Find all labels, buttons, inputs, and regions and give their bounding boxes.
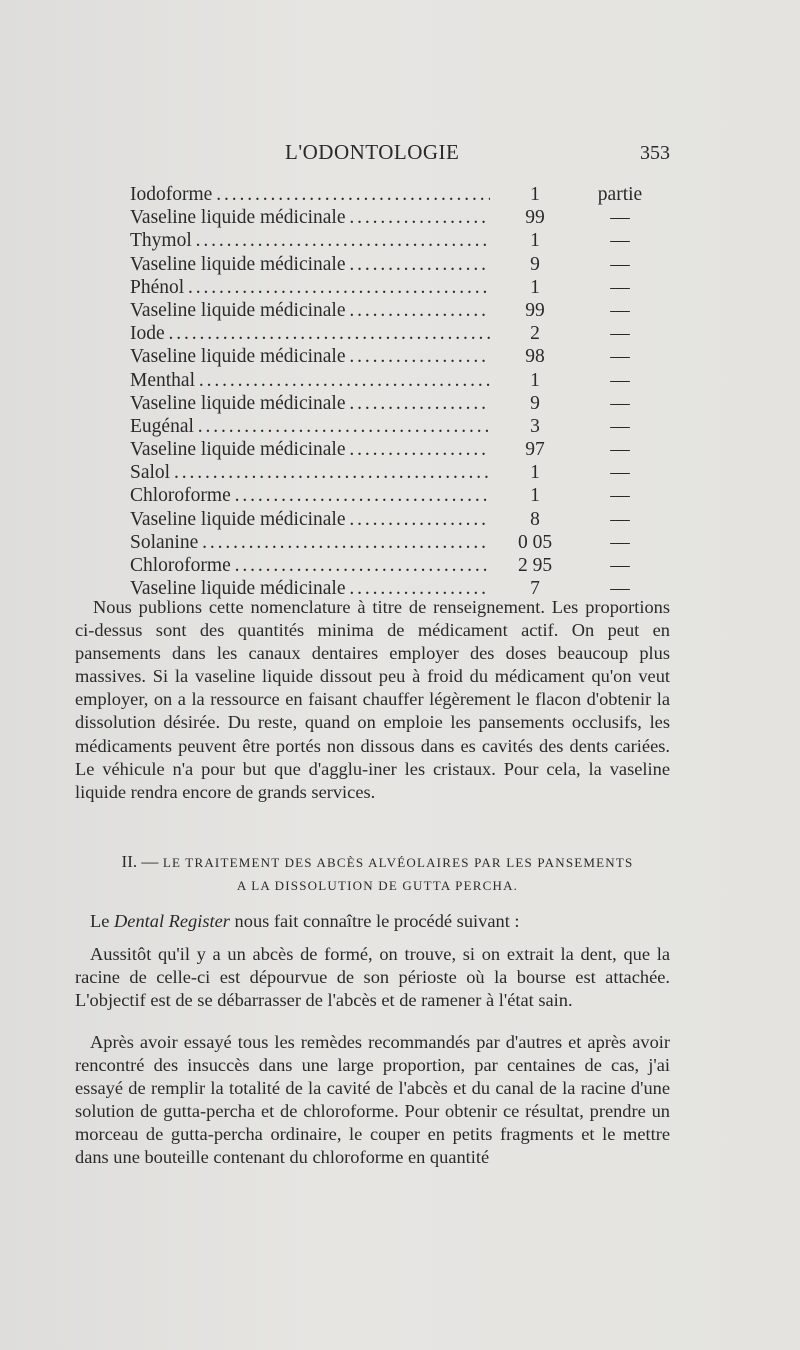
ingredient-unit: — bbox=[610, 392, 630, 414]
ingredient-quantity: 97 bbox=[525, 439, 545, 461]
formula-row bbox=[130, 206, 650, 229]
intro-text-before: Le bbox=[90, 911, 114, 931]
paragraph-abscess: Aussitôt qu'il y a un abcès de formé, on trouve, si on extrait la dent, que la racine de celle-ci est dépourvue de son périoste où la bourse est attachée. L'objectif est de se débarrasser de l'abcès et de ramener à l'état sain. bbox=[75, 944, 670, 1011]
ingredient-unit: — bbox=[610, 485, 630, 507]
paragraph-source-intro bbox=[75, 910, 670, 933]
ingredient-unit: — bbox=[610, 508, 630, 530]
ingredient-unit: partie bbox=[597, 184, 643, 205]
formula-row bbox=[130, 531, 650, 554]
formula-row bbox=[130, 392, 650, 415]
section-heading-line-2: A LA DISSOLUTION DE GUTTA PERCHA. bbox=[236, 878, 519, 893]
ingredient-unit: — bbox=[610, 578, 630, 600]
ingredient-unit: — bbox=[610, 439, 630, 461]
formula-row bbox=[130, 183, 650, 206]
ingredient-quantity: 98 bbox=[525, 346, 545, 368]
ingredient-name: Iode . . . bbox=[130, 322, 490, 345]
ingredient-name: Thymol . . . bbox=[130, 229, 490, 252]
formula-row bbox=[130, 484, 650, 507]
ingredient-quantity: 7 bbox=[530, 578, 540, 600]
ingredient-quantity: 9 bbox=[530, 392, 540, 414]
formula-row bbox=[130, 508, 650, 531]
formula-row bbox=[130, 276, 650, 299]
ingredient-unit: — bbox=[610, 531, 630, 553]
formula-row bbox=[130, 461, 650, 484]
ingredient-quantity: 1 bbox=[530, 230, 540, 252]
ingredient-name: Vaseline liquide médicinale . . . bbox=[130, 508, 490, 531]
ingredient-quantity: 2 95 bbox=[517, 555, 553, 576]
ingredient-unit: — bbox=[610, 253, 630, 275]
formula-row bbox=[130, 322, 650, 345]
ingredient-unit: — bbox=[610, 276, 630, 298]
ingredient-quantity: 9 bbox=[530, 253, 540, 275]
ingredient-unit: — bbox=[610, 230, 630, 252]
running-title: L'ODONTOLOGIE bbox=[285, 140, 460, 164]
ingredient-quantity: 99 bbox=[525, 299, 545, 321]
ingredient-name: Menthal . . . bbox=[130, 369, 490, 392]
formula-row bbox=[130, 415, 650, 438]
section-heading-line-1 bbox=[90, 850, 665, 874]
ingredient-unit: — bbox=[610, 415, 630, 437]
ingredient-name: Chloroforme . . . bbox=[130, 484, 490, 507]
ingredient-quantity: 1 bbox=[530, 276, 540, 298]
ingredient-unit: — bbox=[610, 207, 630, 229]
ingredient-name: Vaseline liquide médicinale . . . bbox=[130, 345, 490, 368]
ingredient-name: Vaseline liquide médicinale . . . bbox=[130, 299, 490, 322]
section-number: II. — bbox=[121, 852, 159, 871]
ingredient-quantity: 2 bbox=[530, 323, 540, 345]
ingredient-unit: — bbox=[610, 462, 630, 484]
ingredient-quantity: 1 bbox=[530, 485, 540, 507]
formula-row bbox=[130, 229, 650, 252]
ingredient-quantity: 3 bbox=[530, 415, 540, 437]
ingredient-name: Vaseline liquide médicinale . . . bbox=[130, 253, 490, 276]
ingredient-quantity: 99 bbox=[525, 207, 545, 229]
ingredient-unit: — bbox=[610, 346, 630, 368]
ingredient-name: Salol . . . bbox=[130, 461, 490, 484]
formula-row bbox=[130, 253, 650, 276]
page-header bbox=[0, 140, 800, 170]
ingredient-name: Vaseline liquide médicinale . . . bbox=[130, 577, 490, 600]
intro-text-after: nous fait connaître le procédé suivant : bbox=[229, 911, 520, 931]
section-heading bbox=[90, 850, 665, 897]
ingredient-name: Chloroforme . . . bbox=[130, 554, 490, 577]
formula-row bbox=[130, 369, 650, 392]
ingredient-unit: — bbox=[610, 323, 630, 345]
ingredient-name: Vaseline liquide médicinale . . . bbox=[130, 438, 490, 461]
journal-title: Dental Register bbox=[114, 911, 230, 931]
ingredient-quantity: 0 05 bbox=[517, 531, 553, 553]
ingredient-quantity: 1 bbox=[530, 184, 540, 205]
ingredient-name: Phénol . . . bbox=[130, 276, 490, 299]
ingredient-unit: — bbox=[610, 555, 630, 576]
ingredient-quantity: 1 bbox=[530, 369, 540, 391]
ingredient-name: Iodoforme . . . bbox=[130, 183, 490, 206]
section-title-part-1: LE TRAITEMENT DES ABCÈS ALVÉOLAIRES PAR LES PANSEMENTS bbox=[162, 855, 634, 870]
paragraph-nomenclature-note: Nous publions cette nomenclature à titre de renseignement. Les proportions ci-dessus sont des quantités minima de médicament actif. On peut en pansements dans les canaux dentaires employer des doses beaucoup plus massives. Si la vaseline liquide dissout peu à froid du médicament qu'on veut employer, on a la ressource en faisant chauffer légèrement le flacon d'obtenir la dissolution désirée. Du reste, quand on emploie les pansements occlusifs, les médicaments peuvent être portés non dissous dans es cavités des dents cariées. Le véhicule n'a pour but que d'agglu-iner les cristaux. Pour cela, la vaseline liquide rendra encore de grands services. bbox=[75, 597, 670, 802]
formula-row bbox=[130, 438, 650, 461]
formula-row bbox=[130, 345, 650, 368]
ingredient-name: Vaseline liquide médicinale . . . bbox=[130, 206, 490, 229]
paragraph-procedure: Après avoir essayé tous les remèdes recommandés par d'autres et après avoir rencontré des insuccès dans une large proportion, par centaines de cas, j'ai essayé de remplir la totalité de la cavité de l'abcès et du canal de la racine d'une solution de gutta-percha et de chloroforme. Pour obtenir ce résultat, prendre un morceau de gutta-percha ordinaire, le couper en petits fragments et le mettre dans une bouteille contenant du chloroforme en quantité bbox=[75, 1032, 670, 1168]
formula-row bbox=[130, 299, 650, 322]
ingredient-name: Eugénal . . . bbox=[130, 415, 490, 438]
ingredient-quantity: 8 bbox=[530, 508, 540, 530]
formula-list bbox=[130, 183, 650, 600]
ingredient-name: Vaseline liquide médicinale . . . bbox=[130, 392, 490, 415]
formula-row bbox=[130, 554, 650, 577]
ingredient-unit: — bbox=[610, 369, 630, 391]
ingredient-unit: — bbox=[610, 299, 630, 321]
page-number: 353 bbox=[640, 142, 670, 164]
ingredient-name: Solanine . . . bbox=[130, 531, 490, 554]
ingredient-quantity: 1 bbox=[530, 462, 540, 484]
